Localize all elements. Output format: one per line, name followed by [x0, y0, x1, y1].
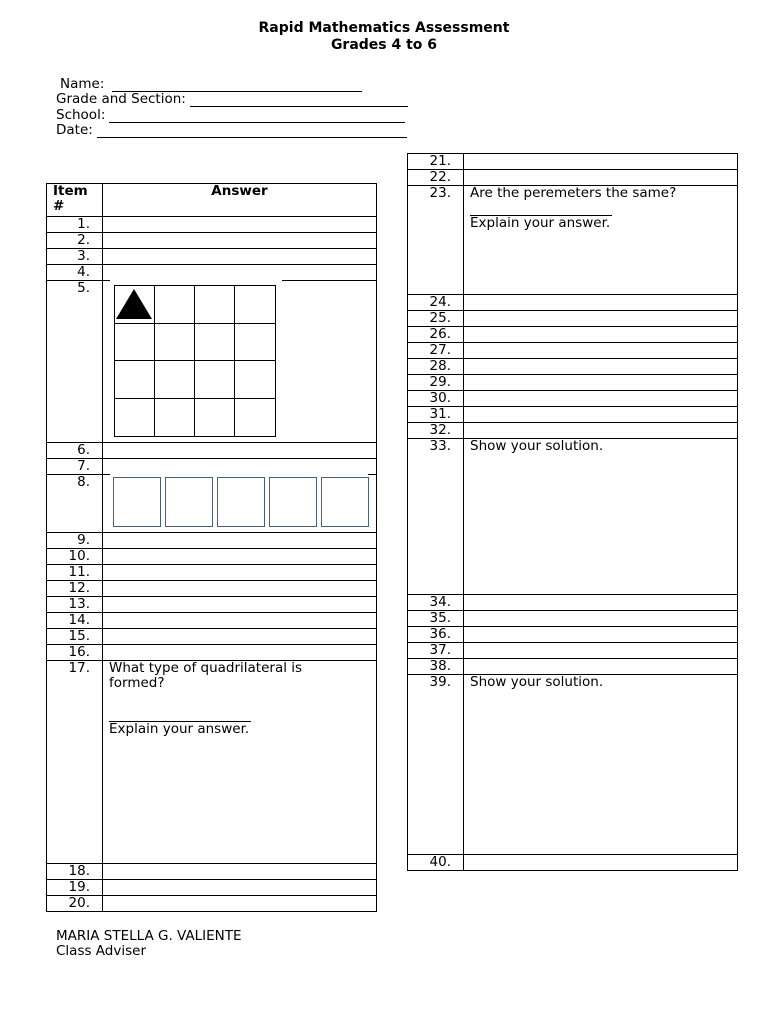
answer-cell-19[interactable] — [103, 880, 377, 896]
table-row — [408, 359, 738, 375]
table-row — [408, 439, 738, 595]
grid-cell — [155, 324, 195, 362]
answer-cell-17[interactable] — [103, 661, 377, 864]
name-line[interactable] — [112, 77, 362, 92]
table-row — [408, 343, 738, 359]
item-number: 6. — [47, 443, 103, 459]
answer-box[interactable] — [165, 477, 213, 527]
table-row — [408, 595, 738, 611]
answer-cell-26[interactable] — [464, 327, 738, 343]
item-number: 26. — [408, 327, 464, 343]
answer-cell-15[interactable] — [103, 629, 377, 645]
table-row — [47, 281, 377, 443]
item-number: 5. — [47, 281, 103, 443]
item-number: 25. — [408, 311, 464, 327]
table-row — [47, 864, 377, 880]
table-row — [47, 459, 377, 475]
question-17-blank[interactable] — [109, 691, 251, 722]
item-number: 40. — [408, 855, 464, 871]
table-row — [47, 565, 377, 581]
square-grid — [114, 285, 276, 437]
item-number: 31. — [408, 407, 464, 423]
table-row — [47, 645, 377, 661]
adviser-role: Class Adviser — [56, 943, 147, 959]
item-number: 24. — [408, 295, 464, 311]
item-number: 9. — [47, 533, 103, 549]
answer-cell-36[interactable] — [464, 627, 738, 643]
table-row — [47, 597, 377, 613]
grid-cell — [115, 324, 155, 362]
table-row — [47, 880, 377, 896]
answer-boxes — [113, 477, 369, 527]
school-label: School: — [56, 107, 106, 123]
item-number: 32. — [408, 423, 464, 439]
item-number: 29. — [408, 375, 464, 391]
answer-cell-11[interactable] — [103, 565, 377, 581]
item-number: 38. — [408, 659, 464, 675]
table-row — [408, 391, 738, 407]
table-row — [47, 475, 377, 533]
grid-cell — [195, 399, 235, 437]
answer-cell-24[interactable] — [464, 295, 738, 311]
question-23-blank[interactable] — [470, 201, 612, 216]
table-row — [47, 581, 377, 597]
name-field[interactable] — [60, 76, 362, 92]
grid-cell — [235, 324, 275, 362]
table-row — [47, 443, 377, 459]
table-row — [408, 423, 738, 439]
item-number: 8. — [47, 475, 103, 533]
item-number: 28. — [408, 359, 464, 375]
answer-cell-21[interactable] — [464, 154, 738, 170]
answer-table-right — [407, 153, 738, 871]
answer-cell-12[interactable] — [103, 581, 377, 597]
answer-cell-28[interactable] — [464, 359, 738, 375]
grid-cell — [155, 399, 195, 437]
answer-box[interactable] — [321, 477, 369, 527]
table-row — [408, 675, 738, 855]
item-number: 37. — [408, 643, 464, 659]
table-row — [47, 533, 377, 549]
answer-cell-14[interactable] — [103, 613, 377, 629]
date-field[interactable] — [56, 122, 407, 138]
table-row — [408, 327, 738, 343]
answer-cell-18[interactable] — [103, 864, 377, 880]
table-row — [47, 249, 377, 265]
item-number: 33. — [408, 439, 464, 595]
answer-cell-3[interactable] — [103, 249, 377, 265]
table-row — [408, 627, 738, 643]
table-row — [47, 661, 377, 864]
answer-cell-32[interactable] — [464, 423, 738, 439]
question-23-explain: Explain your answer. — [470, 215, 611, 231]
item-number: 7. — [47, 459, 103, 475]
answer-cell-10[interactable] — [103, 549, 377, 565]
item-number: 4. — [47, 265, 103, 281]
item-number: 12. — [47, 581, 103, 597]
answer-column-header: Answer — [103, 184, 377, 217]
answer-cell-2[interactable] — [103, 233, 377, 249]
question-17-explain: Explain your answer. — [109, 721, 250, 737]
item-number: 35. — [408, 611, 464, 627]
item-number: 3. — [47, 249, 103, 265]
item-column-header: Item # — [47, 184, 103, 217]
table-row — [408, 295, 738, 311]
table-row — [47, 613, 377, 629]
answer-box[interactable] — [217, 477, 265, 527]
item-number: 17. — [47, 661, 103, 864]
date-label: Date: — [56, 122, 93, 138]
question-23-prompt: Are the peremeters the same? — [470, 185, 677, 201]
document-title: Rapid Mathematics Assessment — [258, 20, 510, 36]
answer-cell-20[interactable] — [103, 896, 377, 912]
item-number: 20. — [47, 896, 103, 912]
answer-cell-39[interactable] — [464, 675, 738, 855]
item-number: 27. — [408, 343, 464, 359]
date-line[interactable] — [97, 123, 407, 138]
name-label: Name: — [60, 76, 105, 92]
answer-cell-38[interactable] — [464, 659, 738, 675]
table-row — [47, 629, 377, 645]
answer-cell-35[interactable] — [464, 611, 738, 627]
table-row — [408, 375, 738, 391]
answer-cell-31[interactable] — [464, 407, 738, 423]
item-number: 10. — [47, 549, 103, 565]
table-row — [47, 549, 377, 565]
table-row — [408, 659, 738, 675]
answer-cell-30[interactable] — [464, 391, 738, 407]
question-33-prompt: Show your solution. — [470, 438, 604, 454]
school-field[interactable] — [56, 107, 405, 123]
answer-cell-5[interactable] — [103, 281, 377, 443]
answer-cell-25[interactable] — [464, 311, 738, 327]
adviser-name: MARIA STELLA G. VALIENTE — [56, 928, 242, 944]
item-number: 21. — [408, 154, 464, 170]
table-row — [408, 611, 738, 627]
answer-cell-8[interactable] — [103, 475, 377, 533]
item-number: 30. — [408, 391, 464, 407]
grid-cell — [155, 286, 195, 324]
grid-cell — [115, 361, 155, 399]
question-17-prompt: What type of quadrilateral is formed? — [109, 660, 303, 691]
grid-cell — [235, 399, 275, 437]
answer-cell-6[interactable] — [103, 443, 377, 459]
table-row — [47, 217, 377, 233]
item-number: 34. — [408, 595, 464, 611]
table-row — [47, 896, 377, 912]
grid-cell — [195, 286, 235, 324]
answer-box[interactable] — [113, 477, 161, 527]
item-number: 16. — [47, 645, 103, 661]
item-number: 11. — [47, 565, 103, 581]
item-number: 22. — [408, 170, 464, 186]
cell-border-gap — [110, 280, 282, 282]
grade-section-label: Grade and Section: — [56, 91, 186, 107]
item-number: 18. — [47, 864, 103, 880]
school-line[interactable] — [109, 108, 405, 123]
item-number: 23. — [408, 186, 464, 295]
item-number: 15. — [47, 629, 103, 645]
grid-cell — [115, 399, 155, 437]
table-row — [408, 311, 738, 327]
cell-border-gap — [110, 474, 368, 476]
document-subtitle: Grades 4 to 6 — [330, 37, 438, 53]
answer-cell-7[interactable] — [103, 459, 377, 475]
grade-section-line[interactable] — [190, 92, 408, 107]
answer-cell-37[interactable] — [464, 643, 738, 659]
item-number: 2. — [47, 233, 103, 249]
answer-cell-40[interactable] — [464, 855, 738, 871]
table-row — [47, 233, 377, 249]
item-number: 14. — [47, 613, 103, 629]
table-row — [408, 186, 738, 295]
answer-cell-33[interactable] — [464, 439, 738, 595]
grid-cell — [195, 324, 235, 362]
answer-cell-34[interactable] — [464, 595, 738, 611]
item-number: 39. — [408, 675, 464, 855]
answer-box[interactable] — [269, 477, 317, 527]
grade-section-field[interactable] — [56, 91, 408, 107]
grid-cell — [235, 286, 275, 324]
table-row — [408, 407, 738, 423]
grid-cell — [235, 361, 275, 399]
answer-cell-16[interactable] — [103, 645, 377, 661]
grid-cell — [195, 361, 235, 399]
table-row — [408, 643, 738, 659]
table-row — [47, 265, 377, 281]
answer-cell-4[interactable] — [103, 265, 377, 281]
triangle-icon — [116, 289, 152, 319]
grid-cell — [155, 361, 195, 399]
question-39-prompt: Show your solution. — [470, 674, 604, 690]
table-row — [408, 170, 738, 186]
table-row — [408, 855, 738, 871]
answer-table-left — [46, 183, 377, 912]
answer-cell-27[interactable] — [464, 343, 738, 359]
answer-cell-23[interactable] — [464, 186, 738, 295]
answer-cell-1[interactable] — [103, 217, 377, 233]
item-number: 1. — [47, 217, 103, 233]
answer-cell-9[interactable] — [103, 533, 377, 549]
answer-cell-29[interactable] — [464, 375, 738, 391]
item-number: 19. — [47, 880, 103, 896]
grid-cell — [115, 286, 155, 324]
answer-cell-13[interactable] — [103, 597, 377, 613]
item-number: 36. — [408, 627, 464, 643]
item-number: 13. — [47, 597, 103, 613]
table-row — [408, 154, 738, 170]
answer-cell-22[interactable] — [464, 170, 738, 186]
